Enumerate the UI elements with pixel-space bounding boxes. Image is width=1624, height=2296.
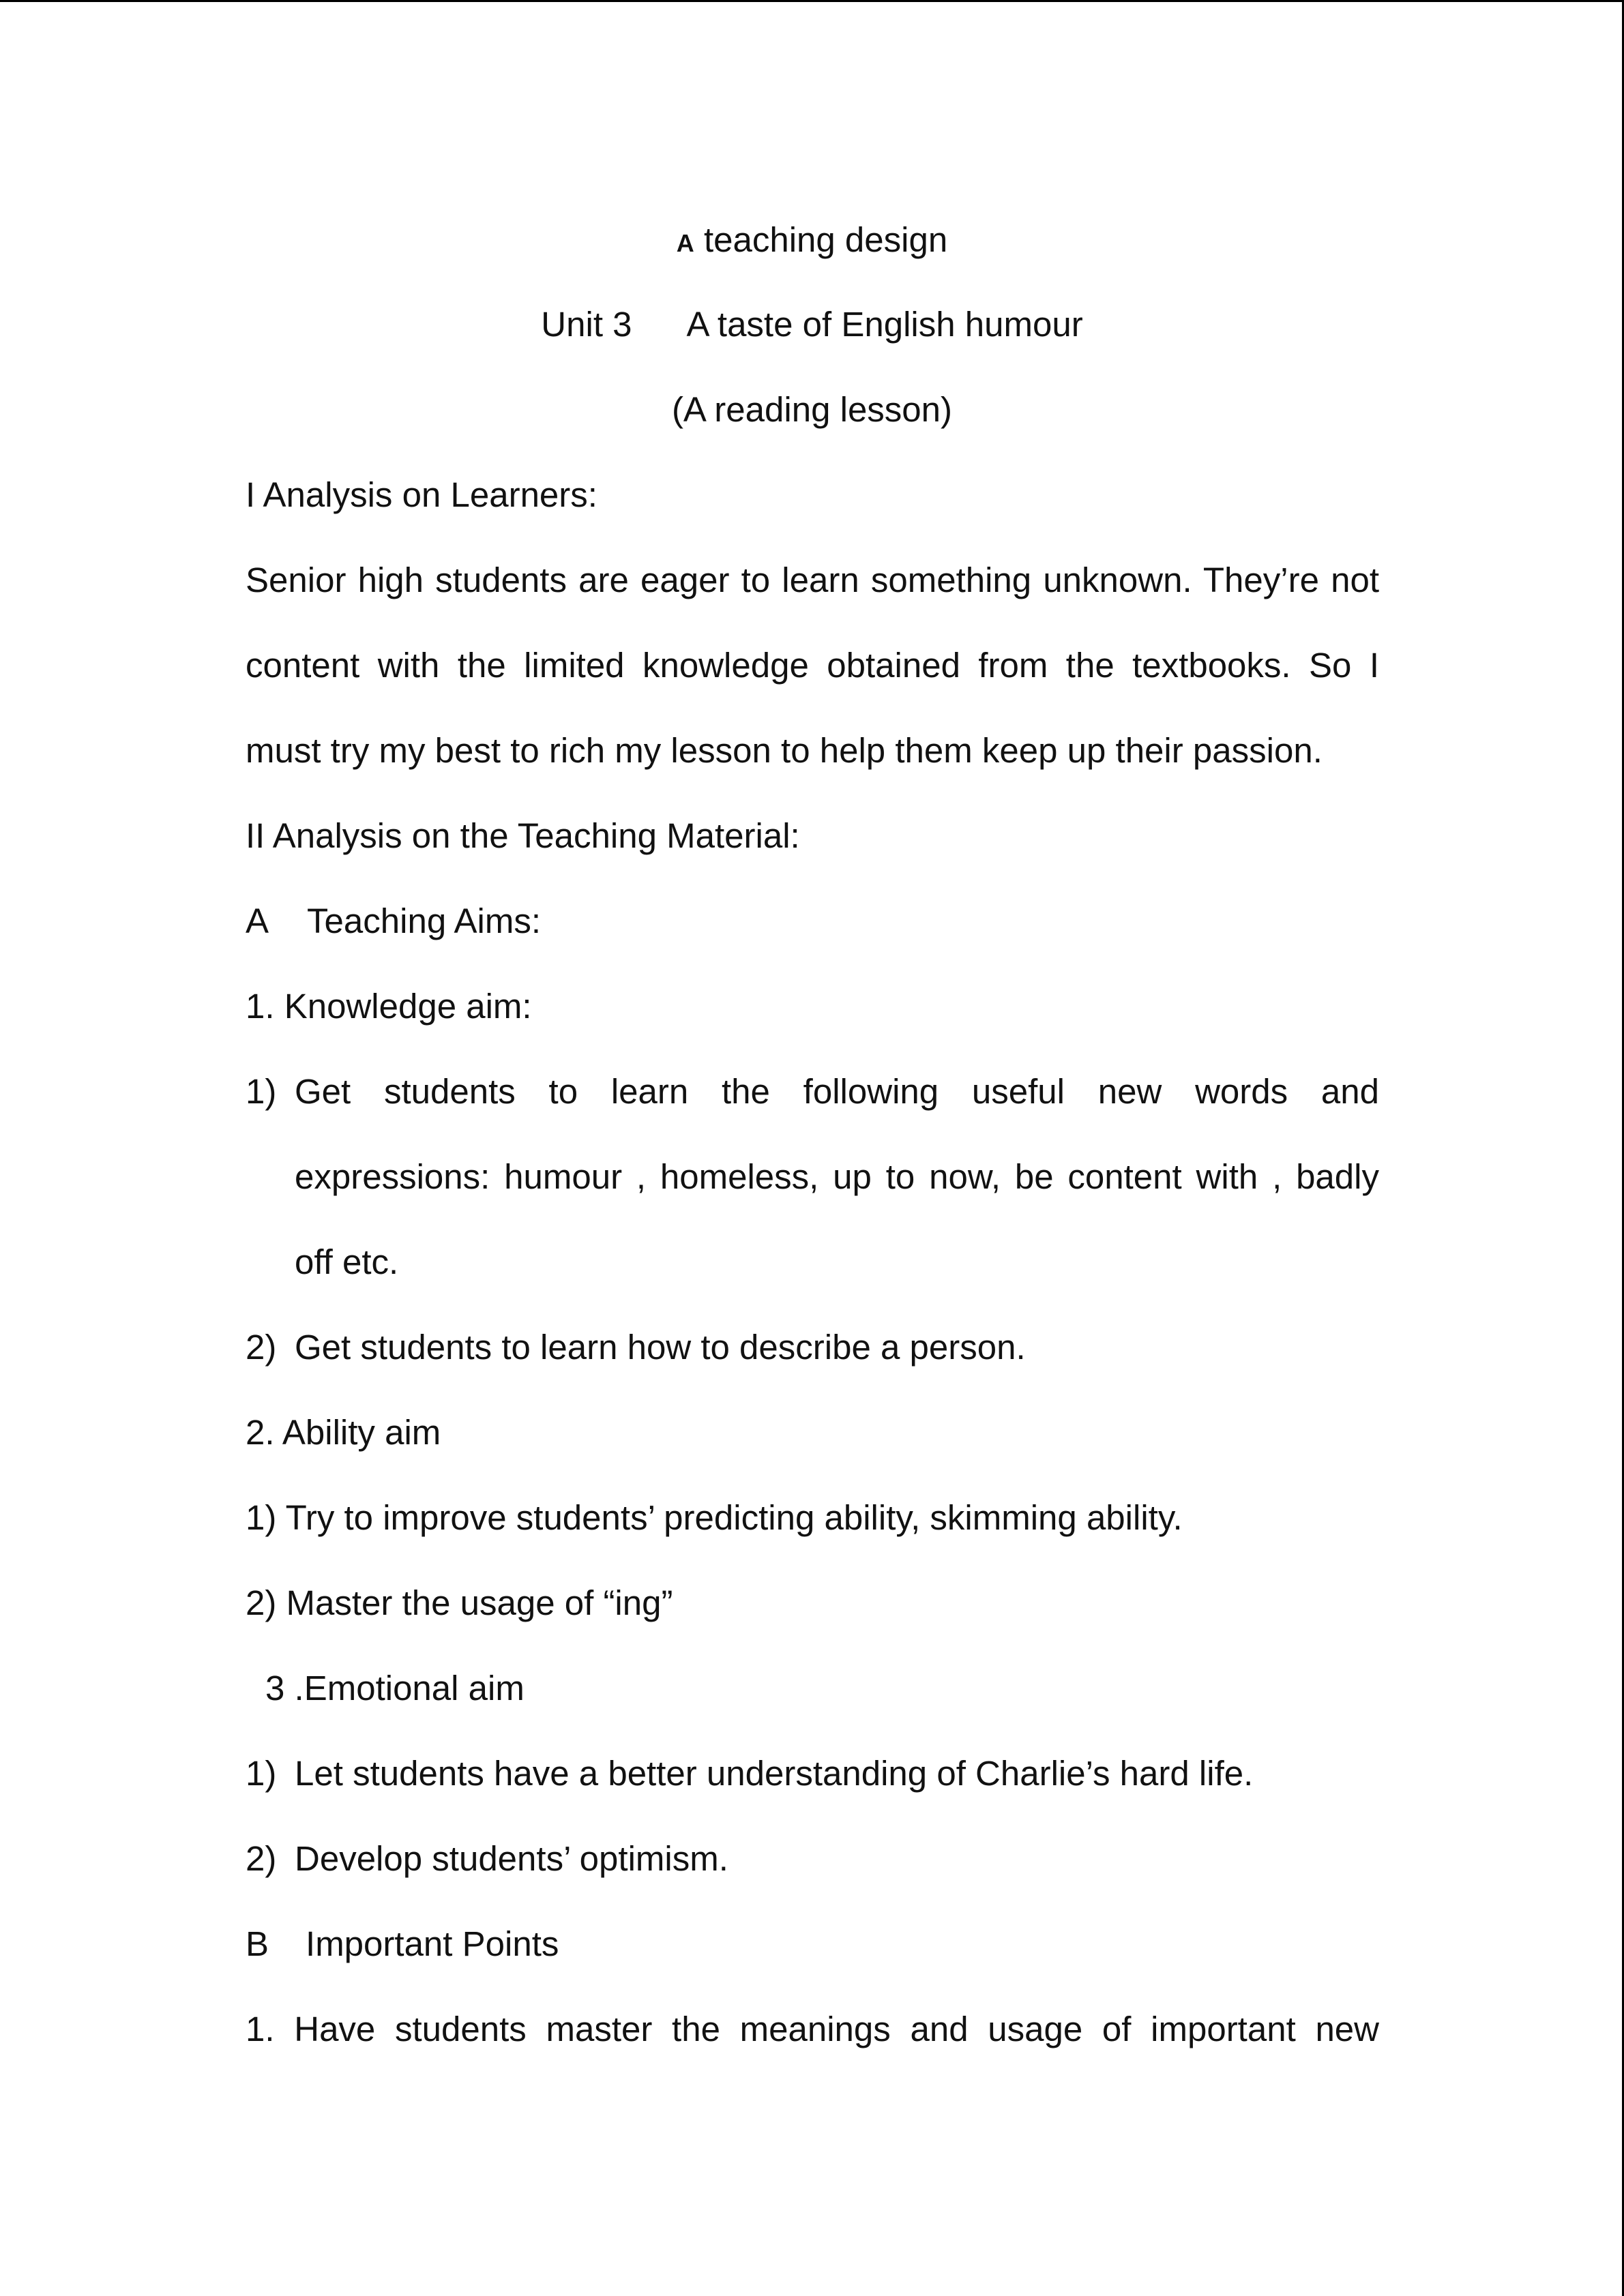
title-text: teaching design (703, 220, 948, 259)
emotional-item-2-number: 2) (246, 1839, 277, 1878)
emotional-item-2 (246, 1837, 728, 1881)
section-heading-material: II Analysis on the Teaching Material: (246, 816, 800, 855)
knowledge-item-2 (246, 1326, 1026, 1369)
important-point-1-line-1: 1. Have students master the meanings and usage of important new (246, 2010, 1379, 2048)
document-title (0, 218, 1624, 265)
knowledge-item-1-line-2: expressions: humour , homeless, up to now, be content with , badly (295, 1157, 1379, 1196)
learners-paragraph-line-3: must try my best to rich my lesson to help them keep up their passion. (246, 731, 1323, 770)
subheading-letter-b: B (246, 1924, 269, 1963)
knowledge-item-1-line-3: off etc. (295, 1242, 399, 1281)
ability-aim-heading: 2. Ability aim (246, 1413, 441, 1452)
learners-paragraph-line-2: content with the limited knowledge obtained from the textbooks. So I (246, 646, 1379, 685)
subheading-teaching-aims (246, 899, 541, 943)
ability-item-1: 1) Try to improve students’ predicting ability, skimming ability. (246, 1498, 1183, 1537)
subheading-important-points (246, 1922, 559, 1966)
ability-item-2: 2) Master the usage of “ing” (246, 1583, 673, 1622)
emotional-item-1-text: Let students have a better understanding of Charlie’s hard life. (295, 1754, 1254, 1793)
knowledge-aim-heading: 1. Knowledge aim: (246, 987, 532, 1026)
unit-label: Unit 3 (541, 305, 632, 344)
unit-title: A taste of English humour (686, 305, 1083, 344)
knowledge-item-2-number: 2) (246, 1328, 277, 1367)
knowledge-item-2-text: Get students to learn how to describe a person. (295, 1328, 1026, 1367)
subheading-important-points-text: Important Points (306, 1924, 559, 1963)
section-heading-learners: I Analysis on Learners: (246, 475, 597, 514)
learners-paragraph-line-1: Senior high students are eager to learn something unknown. They’re not (246, 561, 1379, 599)
knowledge-item-1-number: 1) (246, 1072, 277, 1111)
emotional-item-1-number: 1) (246, 1754, 277, 1793)
lesson-type: (A reading lesson) (671, 390, 953, 429)
subheading-letter-a: A (246, 901, 269, 940)
subheading-teaching-aims-text: Teaching Aims: (307, 901, 542, 940)
title-small-a: A (676, 229, 694, 257)
emotional-item-2-text: Develop students’ optimism. (295, 1839, 728, 1878)
emotional-aim-heading: 3 .Emotional aim (265, 1669, 525, 1708)
page-border-top (0, 0, 1624, 2)
unit-line (0, 303, 1624, 346)
knowledge-item-1-line-1: Get students to learn the following useful new words and (295, 1072, 1379, 1111)
emotional-item-1 (246, 1752, 1253, 1795)
